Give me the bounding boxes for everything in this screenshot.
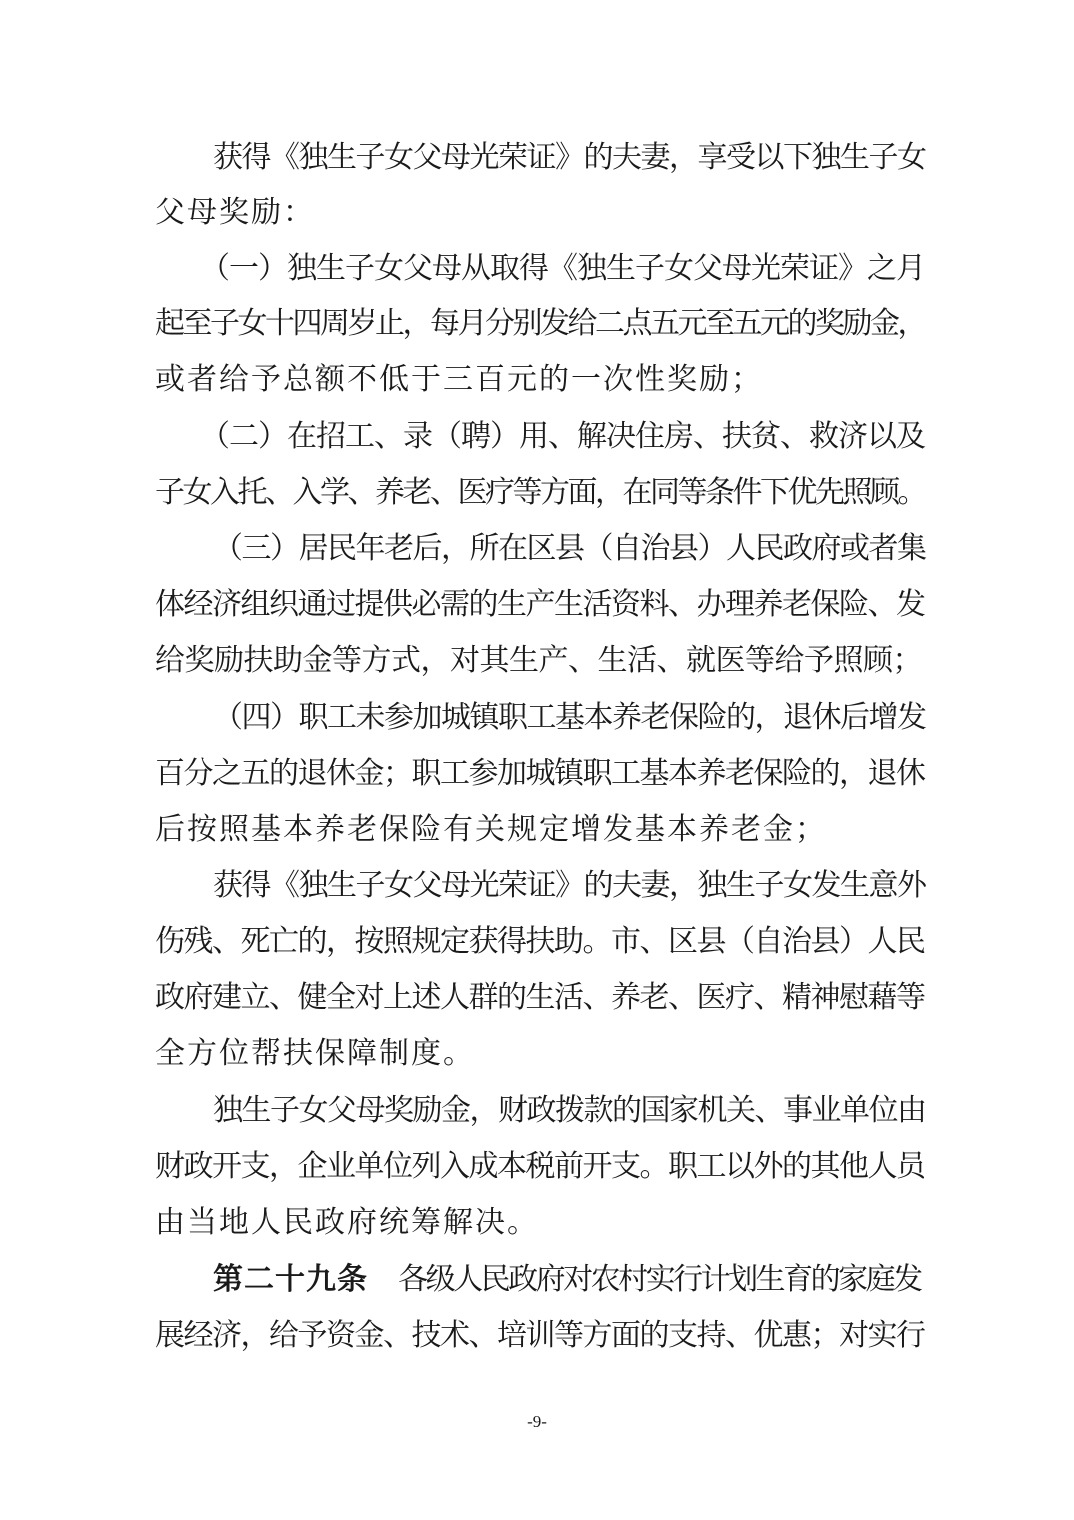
page-number: -9- [527, 1412, 547, 1431]
paragraph-line: 或者给予总额不低于三百元的一次性奖励； [155, 362, 763, 397]
article-first-line [213, 1262, 921, 1298]
paragraph-line: （一）独生子女父母从取得《独生子女父母光荣证》之月 [200, 251, 925, 286]
paragraph-line: 独生子女父母奖励金，财政拨款的国家机关、事业单位由 [213, 1093, 926, 1128]
paragraph-line: 体经济组织通过提供必需的生产生活资料、办理养老保险、发 [155, 587, 925, 622]
paragraph-line: 展经济，给予资金、技术、培训等方面的支持、优惠；对实行 [155, 1318, 925, 1353]
paragraph-line: （二）在招工、录（聘）用、解决住房、扶贫、救济以及 [200, 419, 925, 454]
paragraph-line: 全方位帮扶保障制度。 [155, 1036, 475, 1071]
paragraph-line: 起至子女十四周岁止，每月分别发给二点五元至五元的奖励金， [155, 306, 925, 341]
paragraph-line: 获得《独生子女父母光荣证》的夫妻，独生子女发生意外 [213, 868, 926, 903]
paragraph-line: 由当地人民政府统筹解决。 [155, 1205, 539, 1240]
paragraph-line: 财政开支，企业单位列入成本税前开支。职工以外的其他人员 [155, 1149, 925, 1184]
article-heading: 第二十九条 [213, 1262, 368, 1297]
paragraph-line: 政府建立、健全对上述人群的生活、养老、医疗、精神慰藉等 [155, 980, 925, 1015]
paragraph-line: 后按照基本养老保险有关规定增发基本养老金； [155, 812, 827, 847]
article-text: 各级人民政府对农村实行计划生育的家庭发 [398, 1262, 921, 1297]
paragraph-line: 百分之五的退休金；职工参加城镇职工基本养老保险的，退休 [155, 756, 925, 791]
paragraph-line: （三）居民年老后，所在区县（自治县）人民政府或者集 [213, 531, 926, 566]
paragraph-line: 父母奖励： [155, 195, 315, 230]
paragraph-line: 给奖励扶助金等方式，对其生产、生活、就医等给予照顾； [155, 643, 922, 678]
paragraph-line: 子女入托、入学、养老、医疗等方面，在同等条件下优先照顾。 [155, 475, 925, 510]
paragraph-line: 伤残、死亡的，按照规定获得扶助。市、区县（自治县）人民 [155, 924, 925, 959]
paragraph-line: （四）职工未参加城镇职工基本养老保险的，退休后增发 [213, 700, 926, 735]
paragraph-line: 获得《独生子女父母光荣证》的夫妻，享受以下独生子女 [213, 140, 926, 175]
